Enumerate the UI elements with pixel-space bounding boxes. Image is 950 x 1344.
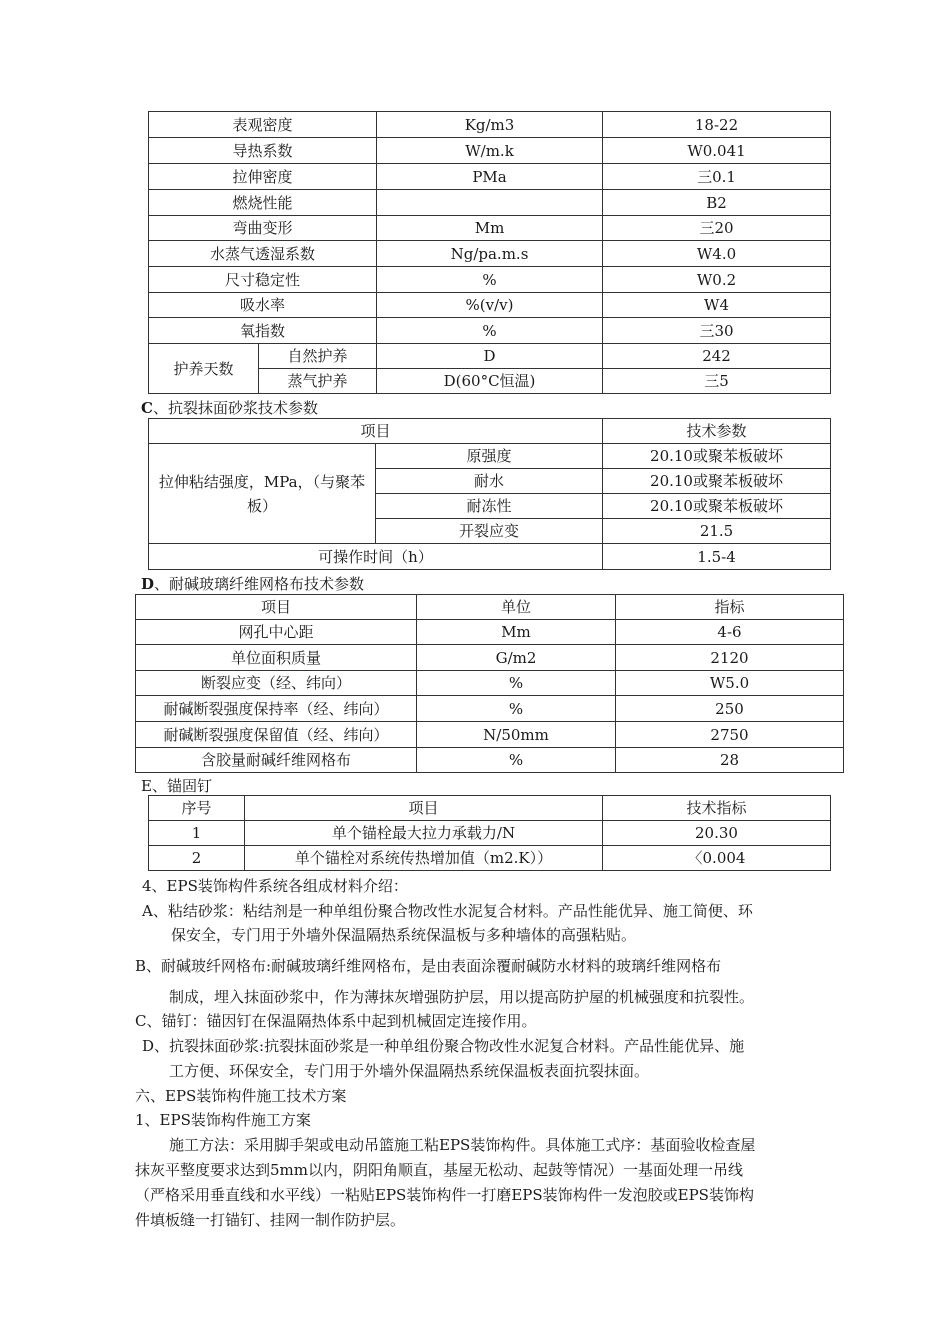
paragraph-a-line2: 保安全，专门用于外墙外保温隔热系统保温板与多种墙体的高强粘贴。 [171,926,637,944]
table-cell: Mm [377,216,603,241]
section-six-heading [135,1087,346,1105]
curing-days-label: 护养天数 [149,344,259,394]
table-cell: 耐水 [376,469,603,494]
table-cell: 28 [616,748,844,773]
table-cell: % [377,267,603,293]
header-cell: 项目 [245,796,603,821]
table-cell: W0.041 [603,138,831,164]
table-row [136,671,844,696]
table-cell: D(60°C恒温) [377,369,603,394]
table-cell: 242 [603,344,831,369]
table-cell: 耐碱断裂强度保留值（经、纬向） [136,722,417,748]
paragraph-c: C、锚钉：锚因钉在保温隔热体系中起到机械固定连接作用。 [135,1012,537,1030]
table-cell: 自然护养 [259,344,377,369]
table-cell: 单位面积质量 [136,645,417,671]
method-line3: （严格采用垂直线和水平线）一粘贴EPS装饰构件一打磨EPS装饰构件一发泡胶或EPS装饰构 [135,1186,754,1204]
table-cell [377,190,603,216]
table-cell: 2750 [616,722,844,748]
table-cell: 网孔中心距 [136,620,417,645]
table-cell: 可操作时间（h） [149,544,603,570]
table-cell: 20.10或聚苯板破坏 [603,494,831,519]
table-cell: 250 [616,696,844,722]
table-cell: 蒸气护养 [259,369,377,394]
table-cell: 断裂应变（经、纬向） [136,671,417,696]
table-row [149,419,831,444]
table-cell: 耐冻性 [376,494,603,519]
anchor-parameter-table [148,795,831,871]
paragraph-d-line1: D、抗裂抹面砂浆:抗裂抹面砂浆是一种单组份聚合物改性水泥复合材料。产品性能优异、施 [142,1037,745,1055]
table-cell: 2120 [616,645,844,671]
table-cell: 拉伸密度 [149,164,377,190]
table-cell: 开裂应变 [376,519,603,544]
section-e-heading: E、锚固钉 [141,777,212,795]
table-cell: 三0.1 [603,164,831,190]
table-cell: 耐碱断裂强度保持率（经、纬向） [136,696,417,722]
table-cell: 单个锚栓对系统传热增加值（m2.K）） [245,846,603,871]
table-row [136,696,844,722]
table-cell: 水蒸气透湿系数 [149,241,377,267]
table-cell: %(v/v) [377,293,603,318]
table-cell: W5.0 [616,671,844,696]
table-cell: G/m2 [417,645,616,671]
table-cell: 燃烧性能 [149,190,377,216]
table-row [136,748,844,773]
table-cell: W0.2 [603,267,831,293]
table-cell: % [417,748,616,773]
table-row [149,164,831,190]
table-cell: % [377,318,603,344]
mortar-parameter-table [148,418,831,570]
table-cell: 含胶量耐碱纤维网格布 [136,748,417,773]
table-cell: D [377,344,603,369]
header-cell: 项目 [149,419,603,444]
table-cell: 4-6 [616,620,844,645]
bond-strength-label: 拉伸粘结强度，MPa，（与聚苯板） [149,444,376,544]
table-cell: 1 [149,821,245,846]
paragraph-a-line1: A、粘结砂浆：粘结剂是一种单组份聚合物改性水泥复合材料。产品性能优异、施工简便、环 [142,902,753,920]
paragraph-d-line2: 工方便、环保安全，专门用于外墙外保温隔热系统保温板表面抗裂抹面。 [169,1062,650,1080]
table-cell: 21.5 [603,519,831,544]
table-row [149,190,831,216]
header-cell: 指标 [616,595,844,620]
paragraph-b-line2: 制成，埋入抹面砂浆中，作为薄抹灰增强防护层，用以提高防护屋的机械强度和抗裂性。 [169,988,755,1006]
table-cell: 三5 [603,369,831,394]
table-cell: W/m.k [377,138,603,164]
table-cell: 原强度 [376,444,603,469]
table-cell: 三30 [603,318,831,344]
table-cell: 20.10或聚苯板破坏 [603,444,831,469]
table-cell: % [417,671,616,696]
table-row [136,722,844,748]
table-row [136,645,844,671]
table-cell: 表观密度 [149,112,377,138]
table-cell: PMa [377,164,603,190]
table-cell: Kg/m3 [377,112,603,138]
table-row [149,821,831,846]
table-cell: 单个锚栓最大拉力承载力/N [245,821,603,846]
table-cell: 20.10或聚苯板破坏 [603,469,831,494]
table-row [136,620,844,645]
table-row [149,544,831,570]
table-cell: 导热系数 [149,138,377,164]
table-cell: 氧指数 [149,318,377,344]
table-cell: 1.5-4 [603,544,831,570]
table-cell: B2 [603,190,831,216]
table-row [149,344,831,369]
method-line4: 件填板缝一打锚钉、挂网一制作防护层。 [135,1211,406,1229]
materials-intro: 4、EPS装饰构件系统各组成材料介绍： [142,877,408,895]
table-row [149,216,831,241]
method-line2: 抹灰平整度要求达到5mm以内，阴阳角顺直，基屋无松动、起鼓等情况）一基面处理一吊线 [135,1161,743,1179]
table-cell: Ng/pa.m.s [377,241,603,267]
section-six-title: 六、EPS装饰构件施工技术方案 [135,1087,347,1105]
method-line1: 施工方法：采用脚手架或电动吊篮施工粘EPS装饰构件。具体施工式序：基面验收检查屋 [169,1136,756,1154]
table-cell: 吸水率 [149,293,377,318]
table-row [149,846,831,871]
table-cell: 弯曲变形 [149,216,377,241]
section-c-heading: C、抗裂抹面砂浆技术参数 [141,399,318,417]
paragraph-b-line1: B、耐碱玻纤网格布:耐碱玻璃纤维网格布，是由表面涂覆耐碱防水材料的玻璃纤维网格布 [135,957,722,975]
header-cell: 序号 [149,796,245,821]
table-row [149,796,831,821]
table-cell: W4.0 [603,241,831,267]
eps-parameter-table [148,111,831,394]
table-cell: W4 [603,293,831,318]
table-row [149,318,831,344]
table-cell: N/50mm [417,722,616,748]
header-cell: 项目 [136,595,417,620]
header-cell: 技术指标 [603,796,831,821]
table-cell: 2 [149,846,245,871]
table-row [149,444,831,469]
table-row [149,267,831,293]
table-cell: 18-22 [603,112,831,138]
table-row [149,138,831,164]
section-d-heading: D、耐碱玻璃纤维网格布技术参数 [141,575,365,593]
subsection-1-heading: 1、EPS装饰构件施工方案 [135,1111,311,1129]
table-row [149,112,831,138]
table-row [136,595,844,620]
table-cell: Mm [417,620,616,645]
table-row [149,241,831,267]
table-row [149,293,831,318]
header-cell: 单位 [417,595,616,620]
header-cell: 技术参数 [603,419,831,444]
table-cell: 20.30 [603,821,831,846]
table-cell: 三20 [603,216,831,241]
table-cell: 尺寸稳定性 [149,267,377,293]
table-cell: % [417,696,616,722]
mesh-parameter-table [135,594,844,773]
table-cell: 〈0.004 [603,846,831,871]
